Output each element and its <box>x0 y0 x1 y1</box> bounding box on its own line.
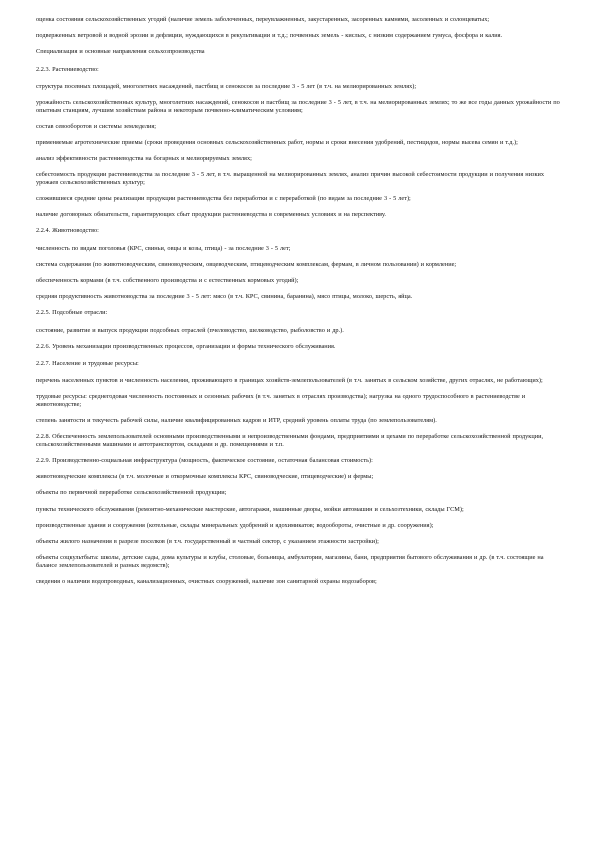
paragraph: животноводческие комплексы (в т.ч. молочные и откормочные комплексы КРС, свиноводческие, птицеводческие) и фермы; <box>36 473 374 481</box>
paragraph: перечень населенных пунктов и численность населения, проживающего в границах хозяйств-землепользователей (в т.ч. занятых в сельском хозяйстве, других отраслях, не работающих); <box>36 377 543 385</box>
paragraph: сложившиеся средние цены реализации продукции растениеводства без переработки и с переработкой (по видам за последние 3 - 5 лет); <box>36 195 411 203</box>
paragraph: 2.2.9. Производственно-социальная инфраструктура (мощность, фактическое состояние, остаточная балансовая стоимость): <box>36 457 373 465</box>
section-heading: 2.2.7. Население и трудовые ресурсы: <box>36 359 139 367</box>
section-heading: 2.2.5. Подсобные отрасли: <box>36 309 108 317</box>
paragraph: состояние, развитие и выпуск продукции подсобных отраслей (пчеловодство, шелководство, рыболовство и др.). <box>36 326 344 334</box>
paragraph: средняя продуктивность животноводства за последние 3 - 5 лет: мясо (в т.ч. КРС, свинина, баранина), мясо птицы, молоко, шерсть, яйца. <box>36 293 413 301</box>
section-heading: 2.2.4. Животноводство: <box>36 227 99 235</box>
paragraph: сведения о наличии водопроводных, канализационных, очистных сооружений, наличие зон санитарной охраны водозаборов; <box>36 577 377 585</box>
paragraph: численность по видам поголовья (КРС, свиньи, овцы и козы, птица) - за последние 3 - 5 лет; <box>36 244 291 252</box>
section-heading: Специализация и основные направления сельхозпроизводства <box>36 48 205 56</box>
paragraph: система содержания (по животноводческим, свиноводческим, овцеводческим, птицеводческим комплексам, фермам, в личном пользовании) и кормление; <box>36 260 457 268</box>
paragraph: состав севооборотов и системы земледелия; <box>36 122 157 130</box>
section-heading: 2.2.6. Уровень механизации производственных процессов, организации и формы технического обслуживания. <box>36 342 336 350</box>
paragraph: подверженных ветровой и водной эрозии и дефляции, нуждающихся в рекультивации и т.д.; почвенных земель - кислых, с низким содержанием гумуса, фосфора и калия. <box>36 32 503 40</box>
section-heading: 2.2.3. Растениеводство: <box>36 65 99 73</box>
paragraph: анализ эффективности растениеводства на богарных и мелиорируемых землях; <box>36 155 252 163</box>
paragraph: 2.2.8. Обеспеченность землепользователей основными производственными и непроизводственными фондами, предприятиями и цехами по переработке сельскохозяйственной продукции, сельскохозяйственными машинами и автотранспортом, складами и др. помещениями и т.п. <box>36 433 544 448</box>
paragraph: себестоимость продукции растениеводства за последние 3 - 5 лет, в т.ч. выращенной на мелиорированных землях, анализ причин высокой себестоимости продукции и получения низких урожаев сельскохозяйственных культур; <box>36 171 545 186</box>
paragraph: объекты жилого назначения в разрезе поселков (в т.ч. государственный и частный сектор, с указанием этажности застройки); <box>36 538 379 545</box>
paragraph: производственные здания и сооружения (котельные, склады минеральных удобрений и ядохимикатов; водообороты, очистные и др. сооружения); <box>36 521 434 529</box>
paragraph: объекты по первичной переработке сельскохозяйственной продукции; <box>36 489 227 497</box>
paragraph: степень занятости и текучесть рабочей силы, наличие квалифицированных кадров и ИТР, средний уровень оплаты труда (по землепользователям). <box>36 417 437 425</box>
paragraph: структура посевных площадей, многолетних насаждений, пастбищ и сенокосов за последние 3 - 5 лет (в т.ч. на мелиорированных землях); <box>36 82 417 90</box>
paragraph: пункты технического обслуживания (ремонтно-механические мастерские, автогаражи, машинные дворы, мойки автомашин и сельхозтехники, склады ГСМ); <box>36 505 464 513</box>
paragraph: наличие договорных обязательств, гарантирующих сбыт продукции растениеводства в современных условиях и на перспективу. <box>36 211 386 219</box>
paragraph: урожайность сельскохозяйственных культур, многолетних насаждений, сенокосов и пастбищ за последние 3 - 5 лет, в т.ч. на мелиорированных землях; то же все годы данных урожайности по опытным станциям, лучшим хозяйствам района и некоторым почвенно-климатическим условиям; <box>36 98 560 114</box>
paragraph: объекты соцкультбыта: школы, детские сады, дома культуры и клубы, столовые, больницы, амбулатории, магазины, бани, предприятия бытового обслуживания и др. (в т.ч. состоящие на балансе землепользователей и разных ведомств); <box>36 554 544 569</box>
paragraph: оценка состояния сельскохозяйственных угодий (наличие земель заболоченных, переувлажненных, закустаренных, засоренных камнями, засоленных и солонцеватых; <box>36 16 490 23</box>
paragraph: трудовые ресурсы: среднегодовая численность постоянных и сезонных рабочих (в т.ч. занятых в отраслях производства); нагрузка на одного трудоспособного в растениеводстве и животноводстве; <box>36 393 526 408</box>
paragraph: обеспеченность кормами (в т.ч. собственного производства и с естественных кормовых угодий); <box>36 277 299 284</box>
paragraph: применяемые агротехнические приемы (сроки проведения основных сельскохозяйственных работ, нормы и сроки внесения удобрений, пестицидов, нормы высева семян и т.д.); <box>36 138 518 146</box>
